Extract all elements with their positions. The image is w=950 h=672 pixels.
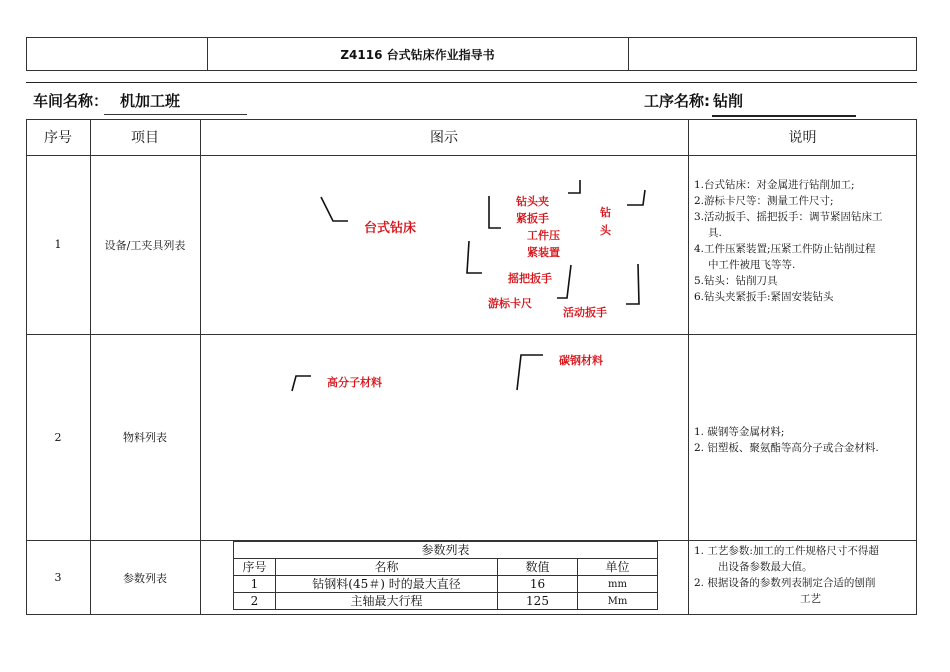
col-header-no: 序号 [44,130,72,146]
callout-bit-1: 钻 [600,206,611,219]
param-cell: 钻钢料(45＃) 时的最大直径 [276,576,498,593]
desc-line: 6.钻头夹紧扳手:紧固安装钻头 [694,291,834,303]
row3-no: 3 [54,571,62,584]
col-header-item: 项目 [131,130,159,146]
param-cell: 主轴最大行程 [276,593,498,610]
desc-line: 2.游标卡尺等：测量工件尺寸; [694,195,834,207]
row1-item: 设备/工夹具列表 [104,238,186,252]
param-header-value: 数值 [498,559,578,576]
param-header-unit: 单位 [578,559,658,576]
callout-handle-wrench: 摇把扳手 [508,272,552,285]
parameter-table-title: 参数列表 [234,542,658,559]
callout-chuck-key-2: 紧扳手 [516,212,549,225]
row2-no: 2 [54,430,62,444]
row2-description [694,424,916,456]
param-cell: 125 [498,593,578,610]
desc-line: 4.工件压紧装置;压紧工件防止钻削过程 [694,243,876,255]
param-cell: Mm [578,593,658,610]
param-cell: 2 [234,593,276,610]
document-title: Z4116 台式钻床作业指导书 [340,47,495,62]
param-header-name: 名称 [276,559,498,576]
desc-line: 3.活动扳手、摇把扳手：调节紧固钻床工 [694,211,883,223]
callout-clamp-2: 紧装置 [527,246,560,259]
param-header-no: 序号 [234,559,276,576]
callout-caliper: 游标卡尺 [488,297,532,310]
parameter-table [233,541,658,610]
table-row [234,593,658,610]
param-cell: 1 [234,576,276,593]
row1-no: 1 [54,238,62,251]
workshop-label: 车间名称： [33,92,109,110]
desc-line: 2. 铝塑板、聚氨酯等高分子或合金材料. [694,442,879,454]
callout-clamp-1: 工件压 [527,229,560,242]
row3-description [694,543,916,607]
row3-item: 参数列表 [123,571,167,585]
callout-bit-2: 头 [600,224,611,237]
desc-line: 2. 根据设备的参数列表制定合适的刨削 [694,577,876,589]
callout-polymer: 高分子材料 [327,376,382,389]
param-cell: mm [578,576,658,593]
callout-chuck-key-1: 钻头夹 [516,195,549,208]
param-cell: 16 [498,576,578,593]
col-header-figure: 图示 [430,130,458,146]
desc-line: 1. 碳钢等金属材料; [694,426,785,438]
desc-line: 1.台式钻床：对金属进行钻削加工; [694,179,855,191]
callout-drill-press: 台式钻床 [364,221,417,236]
desc-line: 工艺 [800,593,821,605]
workshop-value: 机加工班 [120,92,181,110]
desc-line: 1. 工艺参数:加工的工件规格尺寸不得超 [694,545,879,557]
desc-line: 具. [708,227,722,239]
row2-item: 物料列表 [123,431,167,444]
process-value: 钻削 [713,92,744,110]
table-row [234,576,658,593]
col-header-desc: 说明 [788,130,817,146]
process-label: 工序名称: [644,92,710,110]
callout-adjustable-wrench: 活动扳手 [563,306,607,319]
callout-carbon-steel: 碳钢材料 [559,354,603,367]
desc-line: 5.钻头：钻削刀具 [694,275,778,287]
desc-line: 出设备参数最大值。 [718,561,813,573]
desc-line: 中工件被甩飞等等. [708,259,796,271]
